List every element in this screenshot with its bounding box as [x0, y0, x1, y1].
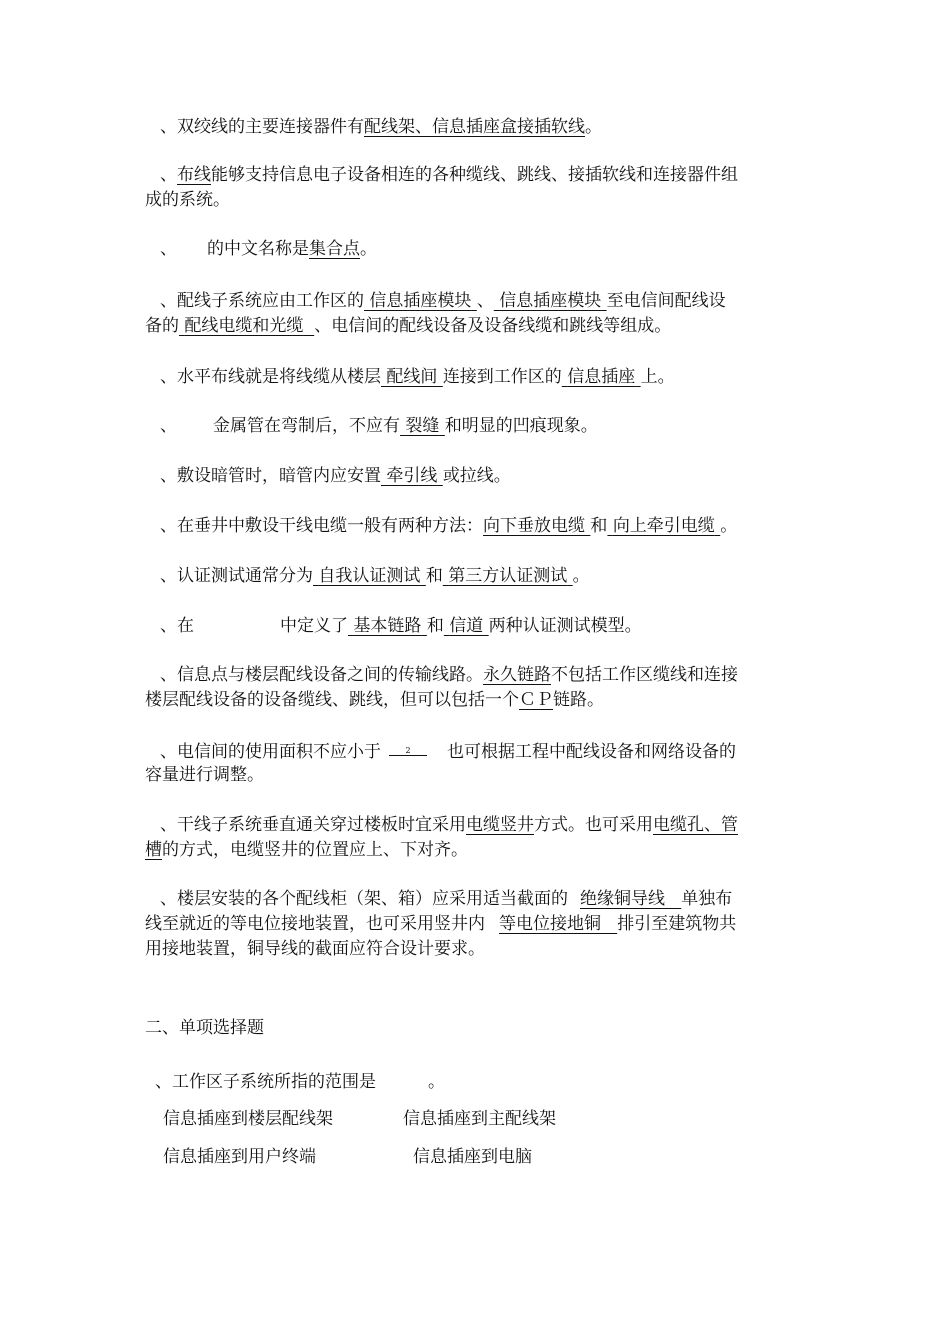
question-9: [160, 563, 825, 590]
q9-answer-1: 自我认证测试: [318, 566, 421, 586]
q14-answer-1: 绝缘铜导线: [580, 889, 665, 909]
q14-text-3: 线至就近的等电位接地装置，也可采用竖井内: [145, 914, 485, 934]
q11-text-2: 不包括工作区缆线和连接: [551, 665, 738, 685]
q8-and: 和: [590, 516, 608, 536]
section-title: [145, 1015, 810, 1042]
q10-text: 中定义了: [280, 616, 348, 636]
option-d-text: 信息插座到电脑: [413, 1147, 532, 1167]
q2-text: 能够支持信息电子设备相连的各种缆线、跳线、接插软线和连接器件组: [211, 165, 738, 185]
mc-q1-end: 。: [428, 1072, 445, 1092]
q11-text-3: 楼层配线设备的设备缆线、跳线，但可以包括一个: [145, 690, 519, 710]
q10-prefix: 、在: [160, 616, 194, 636]
question-4-cont: [145, 313, 810, 340]
option-b: [403, 1106, 556, 1133]
option-c-text: 信息插座到用户终端: [163, 1147, 316, 1167]
question-1: [160, 114, 825, 141]
q2-text-cont: 成的系统。: [145, 190, 230, 210]
question-4: [160, 288, 825, 315]
question-13-cont: [145, 837, 810, 864]
q5-text-2: 连接到工作区的: [442, 367, 562, 387]
q13-answer-2-cont: 槽: [145, 840, 162, 860]
question-2-cont: [145, 187, 810, 214]
q12-text-2: 也可根据工程中配线设备和网络设备的: [447, 742, 736, 762]
question-12-cont: [145, 762, 810, 789]
q12-text-3: 容量进行调整。: [145, 765, 264, 785]
q12-text: 、电信间的使用面积不应小于: [160, 742, 381, 762]
q6-answer: 裂缝: [405, 416, 440, 436]
question-14-cont-2: [145, 936, 810, 963]
q13-end: 的方式，电缆竖井的位置应上、下对齐。: [162, 840, 468, 860]
q6-end: 和明显的凹痕现象。: [444, 416, 598, 436]
q4-text-3: 备的: [145, 316, 179, 336]
q4-answer-3: 配线电缆和光缆: [184, 316, 304, 336]
question-13: [160, 812, 825, 839]
q2-answer: 布线: [177, 165, 211, 185]
q3-prefix: 、: [160, 239, 177, 259]
option-a: [163, 1106, 333, 1133]
q4-text: 、配线子系统应由工作区的: [160, 291, 364, 311]
q4-answer-1: 信息插座模块: [369, 291, 472, 311]
q12-superscript: 2: [405, 746, 411, 755]
q4-sep: 、: [476, 291, 494, 311]
q1-end: 。: [585, 117, 602, 137]
q10-end: 两种认证测试模型。: [488, 616, 642, 636]
q5-answer-1: 配线间: [386, 367, 438, 387]
q7-text: 、敷设暗管时，暗管内应安置: [160, 466, 381, 486]
option-c: [163, 1144, 316, 1171]
mc-question-1: [155, 1069, 820, 1096]
question-11-cont: [145, 687, 810, 714]
question-5: [160, 364, 825, 391]
q8-answer-1: 向下垂放电缆: [483, 516, 585, 536]
q14-text-2: 单独布: [681, 889, 733, 909]
question-7: [160, 463, 825, 490]
q4-answer-2: 信息插座模块: [499, 291, 602, 311]
question-3: [160, 236, 825, 263]
q11-end: 链路。: [553, 690, 604, 710]
q7-end: 或拉线。: [442, 466, 511, 486]
q5-text: 、水平布线就是将线缆从楼层: [160, 367, 381, 387]
q14-answer-2: 等电位接地铜: [499, 914, 601, 934]
q14-text-5: 用接地装置，铜导线的截面应符合设计要求。: [145, 939, 485, 959]
q11-text: 、信息点与楼层配线设备之间的传输线路。: [160, 665, 483, 685]
q10-answer-1: 基本链路: [353, 616, 422, 636]
q12-blank: [389, 737, 427, 756]
question-2: [160, 162, 825, 189]
question-10: [160, 613, 825, 640]
q13-text: 、干线子系统垂直通关穿过楼板时宜采用: [160, 815, 466, 835]
q1-text: 、双绞线的主要连接器件有: [160, 117, 364, 137]
q14-text: 、楼层安装的各个配线柜（架、箱）应采用适当截面的: [160, 889, 568, 909]
q14-text-4: 排引至建筑物共: [617, 914, 737, 934]
question-11: [160, 662, 825, 689]
q2-prefix: 、: [160, 165, 177, 185]
q8-end: 。: [720, 516, 738, 536]
q13-answer-1: 电缆竖井: [466, 815, 534, 835]
q7-answer: 牵引线: [386, 466, 438, 486]
question-14-cont: [145, 911, 810, 938]
q8-text: 、在垂井中敷设干线电缆一般有两种方法：: [160, 516, 483, 536]
option-b-text: 信息插座到主配线架: [403, 1109, 556, 1129]
q1-answer: 配线架、信息插座盒接插软线: [364, 117, 585, 137]
q5-end: 上。: [640, 367, 675, 387]
q11-answer-1: 永久链路: [483, 665, 551, 685]
q10-answer-2: 信道: [449, 616, 484, 636]
q4-text-4: 、电信间的配线设备及设备线缆和跳线等组成。: [314, 316, 672, 336]
q9-answer-2: 第三方认证测试: [448, 566, 568, 586]
q9-end: 。: [572, 566, 590, 586]
mc-q1-stem: 、工作区子系统所指的范围是: [155, 1072, 376, 1092]
q6-prefix: 、: [160, 416, 177, 436]
q8-answer-2: 向上牵引电缆: [612, 516, 715, 536]
section-2-title: 二、单项选择题: [145, 1018, 264, 1038]
q13-answer-2: 电缆孔、管: [653, 815, 738, 835]
question-8: [160, 513, 825, 540]
option-a-text: 信息插座到楼层配线架: [163, 1109, 333, 1129]
q3-answer: 集合点: [309, 239, 360, 259]
q3-end: 。: [360, 239, 377, 259]
question-6: [160, 413, 825, 440]
question-14: [160, 886, 825, 913]
q3-text: 的中文名称是: [207, 239, 309, 259]
option-d: [413, 1144, 532, 1171]
q11-answer-2: ＣＰ: [519, 690, 553, 710]
q6-text: 金属管在弯制后，不应有: [213, 416, 400, 436]
q13-text-2: 方式。也可采用: [534, 815, 653, 835]
q5-answer-2: 信息插座: [567, 367, 636, 387]
q9-text: 、认证测试通常分为: [160, 566, 313, 586]
q9-and: 和: [425, 566, 443, 586]
q10-and: 和: [426, 616, 444, 636]
q4-text-2: 至电信间配线设: [606, 291, 726, 311]
